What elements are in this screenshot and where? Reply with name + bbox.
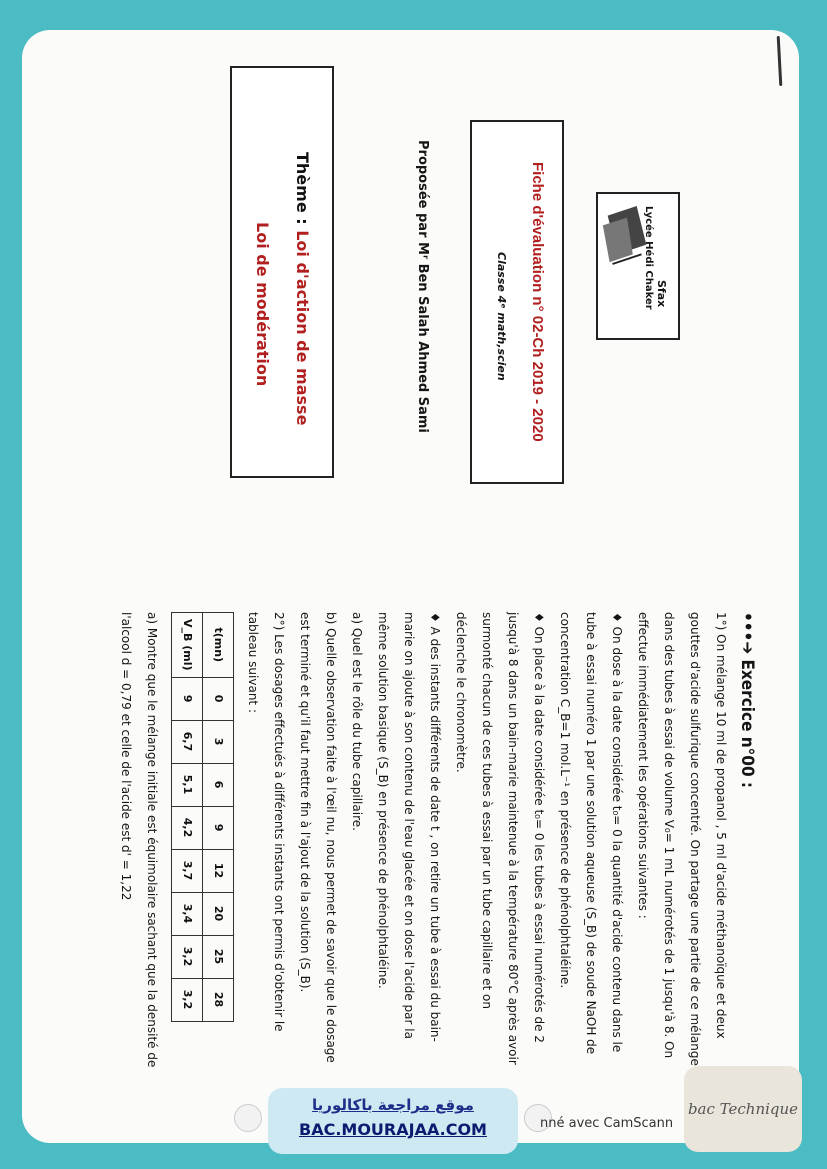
table-cell: 3,4 (172, 892, 203, 935)
theme-box (230, 66, 334, 478)
table-cell: 6 (203, 763, 234, 806)
table-cell: 12 (203, 849, 234, 892)
table-cell: 9 (203, 806, 234, 849)
theme-title-2: Loi de modération (253, 222, 272, 387)
table-row (172, 613, 203, 1022)
table-cell: 25 (203, 935, 234, 978)
exercise-heading: •••➔ Exercice n°00 : (737, 612, 757, 789)
site-url-link[interactable]: BAC.MOURAJAA.COM (299, 1120, 487, 1139)
table-cell: 20 (203, 892, 234, 935)
theme-line (293, 152, 312, 472)
table-cell: 6,7 (172, 720, 203, 763)
table-header-vb: V_B (ml) (172, 613, 203, 678)
exercise-block (113, 612, 760, 1072)
data-table (171, 612, 234, 1022)
table-cell: 9 (172, 677, 203, 720)
logo-badge-left-icon (234, 1104, 262, 1132)
question-b: b) Quelle observation faite à l'œil nu, nous permet de savoir que le dosage est terminé et qu'il faut mettre fin à l'ajout de la solution (S_B). (298, 612, 338, 1063)
question-a: a) Quel est le rôle du tube capillaire. (350, 612, 364, 831)
camscanner-watermark: nné avec CamScann (540, 1116, 674, 1131)
author: Proposée par Mʳ Ben Salah Ahmed Sami (415, 140, 430, 433)
table-cell: 28 (203, 978, 234, 1021)
table-row (203, 613, 234, 1022)
school-box (596, 192, 680, 340)
table-cell: 5,1 (172, 763, 203, 806)
theme-title-1: Loi d'action de masse (293, 230, 312, 426)
table-cell: 3,2 (172, 935, 203, 978)
theme-label: Thème : (293, 152, 312, 231)
question-2: 2°) Les dosages effectués à différents instants ont permis d'obtenir le tableau suivant : (246, 612, 286, 1032)
site-banner[interactable] (268, 1088, 518, 1154)
city: Sfax (655, 280, 668, 308)
table-cell: 0 (203, 677, 234, 720)
fiche-title: Fiche d'évaluation n° 02-Ch 2019 - 2020 (529, 162, 546, 442)
table-cell: 3 (203, 720, 234, 763)
paragraph-3: ♦ On place à la date considérée t₀= 0 les tubes à essai numérotés de 2 jusqu'à 8 dans un bain-marie maintenue à la température 80°C après avoir surmonté chacun de ces tubes à essai par un tube capillaire et on déclenche le chronomètre. (454, 612, 546, 1065)
paragraph-2: ♦ On dose à la date considérée t₀= 0 la quantité d'acide contenu dans le tube à essai numéro 1 par une solution aqueuse (S_B) de soude NaOH de concentration C_B=1 mol.L⁻¹ en présence de phénolphtaléine. (558, 612, 624, 1055)
table-cell: 3,7 (172, 849, 203, 892)
fiche-box (470, 120, 564, 484)
site-name-ar: موقع مراجعة باكالوريا (312, 1096, 474, 1114)
paragraph-4: ♦ A des instants différents de date t , on retire un tube à essai du bain-marie on ajoute à son contenu de l'eau glacée et on dose l'acide par la même solution basique (S_B) en présence de phénolphtaléine. (376, 612, 442, 1042)
school-name: Lycée Hédi Chaker (643, 206, 654, 310)
table-header-t: t(mn) (203, 613, 234, 678)
table-cell: 3,2 (172, 978, 203, 1021)
paragraph-1: 1°) On mélange 10 ml de propanol , 5 ml d'acide méthanoïque et deux gouttes d'acide sulfurique concentré. On partage une partie de ce mélange dans des tubes à essai de volume V₀= 1 mL numérotés de 1 jusqu'à 8. On effectue immédiatement les opérations suivantes : (636, 612, 728, 1066)
question-2a: a) Montre que le mélange initiale est équimolaire sachant que la densité de l'alcool d = 0,79 et celle de l'acide est d' = 1,22 (119, 612, 159, 1068)
bac-technique-stamp: bac Technique (684, 1066, 802, 1152)
table-cell: 4,2 (172, 806, 203, 849)
classe: Classe 4ᵉ math,scien (495, 252, 508, 381)
